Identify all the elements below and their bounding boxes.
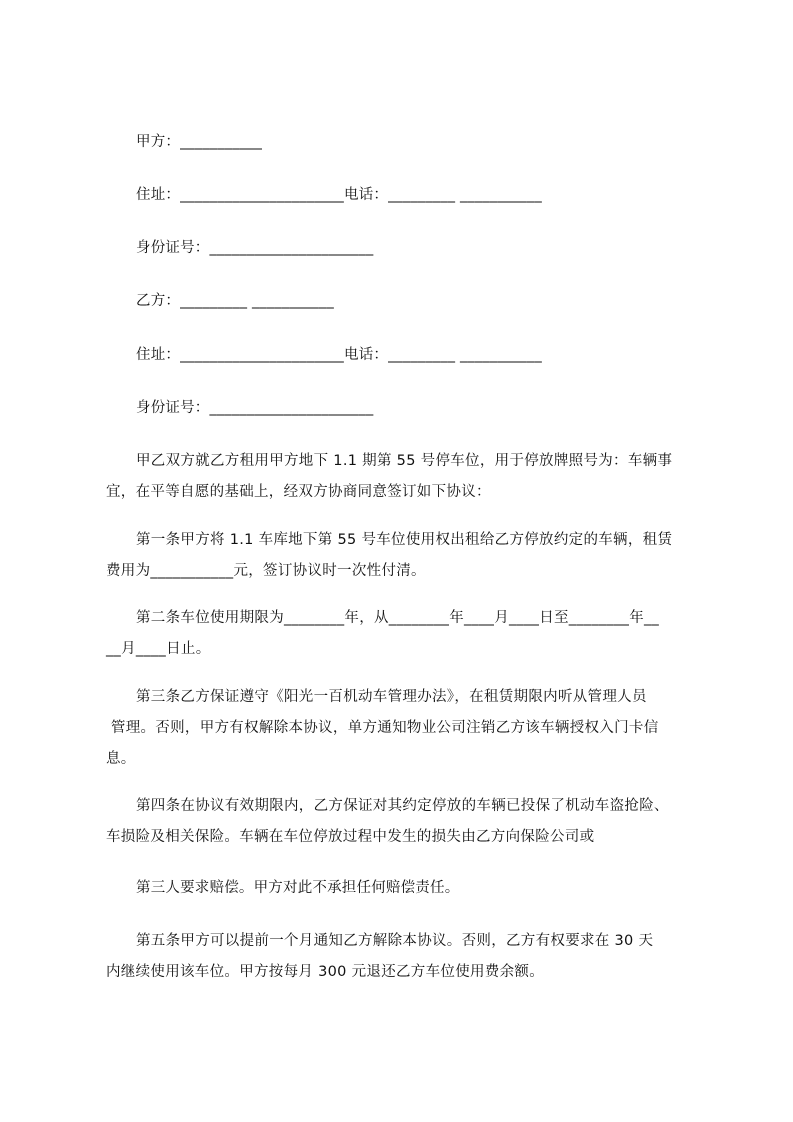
clause-5-line-1: 第五条甲方可以提前一个月通知乙方解除本协议。否则，乙方有权要求在 30 天 bbox=[136, 933, 654, 949]
party-b-id-line: 身份证号：______________________ bbox=[136, 400, 374, 416]
clause-2-paragraph bbox=[106, 603, 706, 665]
clause-1-line-1: 第一条甲方将 1.1 车库地下第 55 号车位使用权出租给乙方停放约定的车辆，租赁 bbox=[136, 532, 673, 548]
clause-1-line-2: 费用为___________元，签订协议时一次性付清。 bbox=[106, 563, 426, 579]
clause-4-paragraph bbox=[106, 791, 706, 853]
party-a-id-line: 身份证号：______________________ bbox=[136, 240, 374, 256]
clause-2-line-1: 第二条车位使用期限为________年，从________年____月____日至________年__ bbox=[136, 610, 660, 626]
clause-4-line-1: 第四条在协议有效期限内，乙方保证对其约定停放的车辆已投保了机动车盗抢险、 bbox=[136, 798, 669, 814]
intro-paragraph bbox=[106, 446, 706, 508]
clause-3-line-3: 息。 bbox=[106, 751, 136, 767]
clause-3-line-2: 管理。否则，甲方有权解除本协议，单方通知物业公司注销乙方该车辆授权入门卡信 bbox=[106, 720, 659, 736]
clause-4-line-2: 车损险及相关保险。车辆在车位停放过程中发生的损失由乙方向保险公司或 bbox=[106, 829, 595, 845]
clause-3-paragraph bbox=[106, 682, 706, 775]
intro-line-2: 宜，在平等自愿的基础上，经双方协商同意签订如下协议： bbox=[106, 484, 491, 500]
clause-4-line-3: 第三人要求赔偿。甲方对此不承担任何赔偿责任。 bbox=[136, 880, 460, 896]
clause-1-paragraph bbox=[106, 525, 706, 587]
clause-2-line-2: __月____日止。 bbox=[106, 641, 211, 657]
party-b-line: 乙方：_________ ___________ bbox=[136, 293, 334, 309]
intro-line-1: 甲乙双方就乙方租用甲方地下 1.1 期第 55 号停车位，用于停放牌照号为：车辆事 bbox=[136, 453, 673, 469]
clause-5-paragraph bbox=[106, 926, 706, 988]
party-b-address-line: 住址：______________________电话：_________ ___________ bbox=[136, 347, 542, 363]
party-a-line: 甲方：___________ bbox=[136, 134, 263, 150]
clause-5-line-2: 内继续使用该车位。甲方按每月 300 元退还乙方车位使用费余额。 bbox=[106, 964, 544, 980]
clause-3-line-1: 第三条乙方保证遵守《阳光一百机动车管理办法》，在租赁期限内听从管理人员 bbox=[136, 689, 647, 705]
party-a-address-line: 住址：______________________电话：_________ ___________ bbox=[136, 187, 542, 203]
